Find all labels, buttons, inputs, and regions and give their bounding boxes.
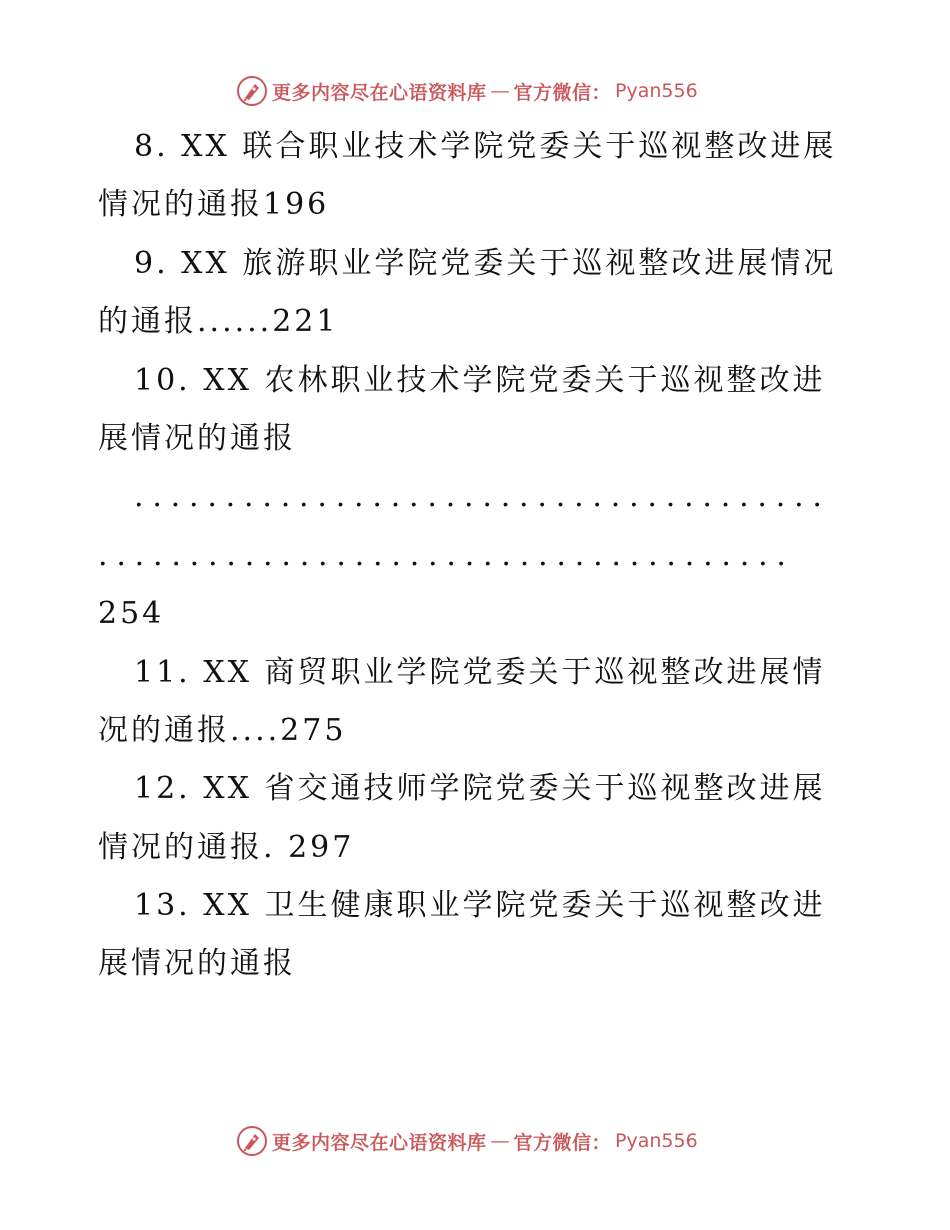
watermark-text: 更多内容尽在心语资料库 (272, 1131, 487, 1154)
toc-line: 10. XX 农林职业技术学院党委关于巡视整改进 (134, 362, 826, 398)
watermark-wechat-id: Pyan556 (615, 1130, 698, 1152)
toc-line: 13. XX 卫生健康职业学院党委关于巡视整改进 (134, 888, 826, 924)
header-watermark (236, 74, 698, 108)
pen-nib-logo-icon (236, 75, 268, 107)
watermark-text: 更多内容尽在心语资料库 (272, 81, 487, 104)
toc-leader-dots: ...................................... (134, 479, 831, 515)
toc-leader-dots: ...................................... (98, 537, 795, 573)
toc-line: 情况的通报196 (98, 187, 330, 223)
toc-line: 9. XX 旅游职业学院党委关于巡视整改进展情况 (134, 245, 837, 281)
watermark-wechat-id: Pyan556 (615, 80, 698, 102)
footer-watermark (236, 1124, 698, 1158)
toc-page-number: 254 (98, 596, 165, 632)
toc-line: 8. XX 联合职业技术学院党委关于巡视整改进展 (134, 129, 837, 164)
toc-line: 展情况的通报 (98, 946, 296, 982)
toc-line: 12. XX 省交通技师学院党委关于巡视整改进展 (134, 771, 826, 807)
toc-line: 情况的通报. 297 (98, 829, 355, 865)
toc-line: 况的通报....275 (98, 712, 347, 748)
toc-line: 展情况的通报 (98, 420, 296, 456)
toc-line: 11. XX 商贸职业学院党委关于巡视整改进展情 (134, 654, 826, 690)
watermark-dash: — (490, 1130, 510, 1152)
toc-content (98, 118, 888, 994)
watermark-dash: — (490, 80, 510, 102)
toc-line: 的通报......221 (98, 304, 339, 340)
watermark-label: 官方微信： (513, 1131, 612, 1154)
watermark-label: 官方微信： (513, 81, 612, 104)
pen-nib-logo-icon (236, 1125, 268, 1157)
